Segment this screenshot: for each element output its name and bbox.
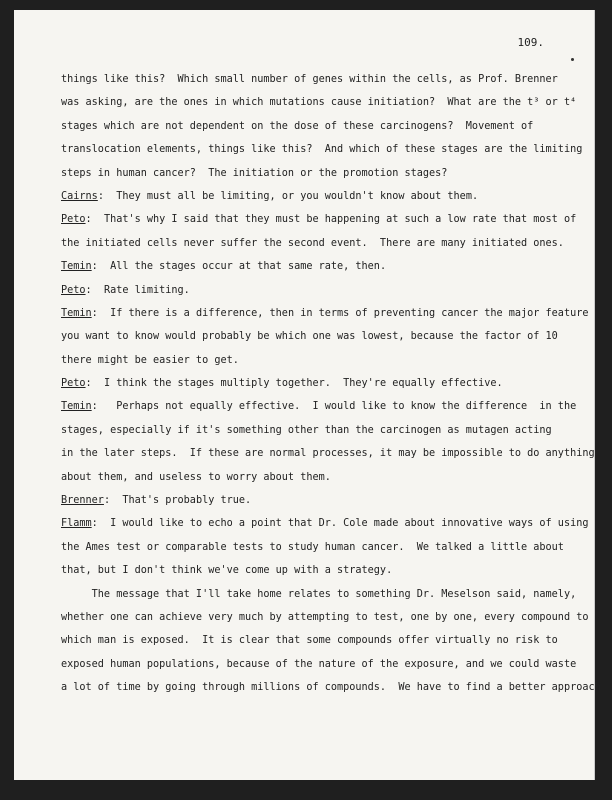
text-line [61,489,571,512]
text-line [61,466,571,489]
text-line [61,653,577,676]
text-line [61,279,571,302]
speaker-name: Cairns [61,190,98,202]
text-line [61,536,571,559]
line-text: you want to know would probably be which one was lowest, because the factor of 10 [61,331,558,343]
line-text: stages which are not dependent on the dose of these carcinogens? Movement of [61,120,534,132]
speaker-name: Flamm [61,518,92,530]
line-text: whether one can achieve very much by attempting to test, one by one, every compound to [61,611,589,623]
line-text: : That's probably true. [103,495,252,507]
page-number: 109. [517,36,544,49]
speaker-name: Temin [61,307,92,319]
line-text: about them, and useless to worry about them. [61,471,331,483]
text-line [61,115,571,138]
line-text: which man is exposed. It is clear that some compounds offer virtually no risk to [61,635,558,647]
text-line [61,512,589,535]
line-text: steps in human cancer? The initiation or the promotion stages? [61,167,448,179]
line-text: things like this? Which small number of genes within the cells, as Prof. Brenner [61,74,558,85]
speaker-name: Temin [61,261,92,273]
ink-mark [571,58,574,61]
transcript-body [61,68,601,700]
text-line [61,162,571,185]
text-line [61,91,577,114]
text-line [61,559,571,582]
document-page [14,10,601,780]
text-line [61,232,571,255]
line-text: that, but I don't think we've come up with a strategy. [61,565,393,577]
line-text: : They must all be limiting, or you wouldn't know about them. [97,190,479,202]
line-text: in the later steps. If these are normal processes, it may be impossible to do anything [61,448,595,460]
scan-border [0,780,612,800]
line-text: The message that I'll take home relates to something Dr. Meselson said, namely, [61,588,577,600]
line-text: stages, especially if it's something other than the carcinogen as mutagen acting [61,424,552,436]
text-line [61,676,601,699]
text-line [61,255,571,278]
line-text: : Perhaps not equally effective. I would like to know the difference in the [91,401,577,413]
line-text: a lot of time by going through millions of compounds. We have to find a better approach [61,682,601,694]
speaker-name: Peto [61,214,86,226]
speaker-name: Temin [61,401,92,413]
line-text: exposed human populations, because of the nature of the exposure, and we could waste [61,658,577,670]
line-text: was asking, are the ones in which mutations cause initiation? What are the t³ or t⁴ [61,97,577,109]
text-line [61,349,571,372]
speaker-name: Peto [61,378,86,390]
text-line [61,606,589,629]
speaker-name: Peto [61,284,86,296]
line-text: : I think the stages multiply together. They're equally effective. [85,378,503,390]
line-text: : That's why I said that they must be happening at such a low rate that most of [85,214,577,226]
text-line [61,68,571,91]
text-line [61,583,577,606]
line-text: : Rate limiting. [85,284,190,296]
text-line [61,208,577,231]
line-text: there might be easier to get. [61,354,239,366]
line-text: : If there is a difference, then in terms of preventing cancer the major feature [91,307,589,319]
text-line [61,419,571,442]
text-line [61,395,577,418]
line-text: : I would like to echo a point that Dr. Cole made about innovative ways of using [91,518,589,530]
text-line [61,372,571,395]
line-text: the Ames test or comparable tests to study human cancer. We talked a little about [61,541,564,553]
text-line [61,325,571,348]
speaker-name: Brenner [61,495,104,507]
line-text: the initiated cells never suffer the second event. There are many initiated ones. [61,237,564,249]
text-line [61,138,583,161]
text-line [61,185,571,208]
line-text: translocation elements, things like this? And which of these stages are the limiting [61,144,583,156]
line-text: : All the stages occur at that same rate, then. [91,261,387,273]
text-line [61,442,595,465]
text-line [61,629,571,652]
text-line [61,302,589,325]
